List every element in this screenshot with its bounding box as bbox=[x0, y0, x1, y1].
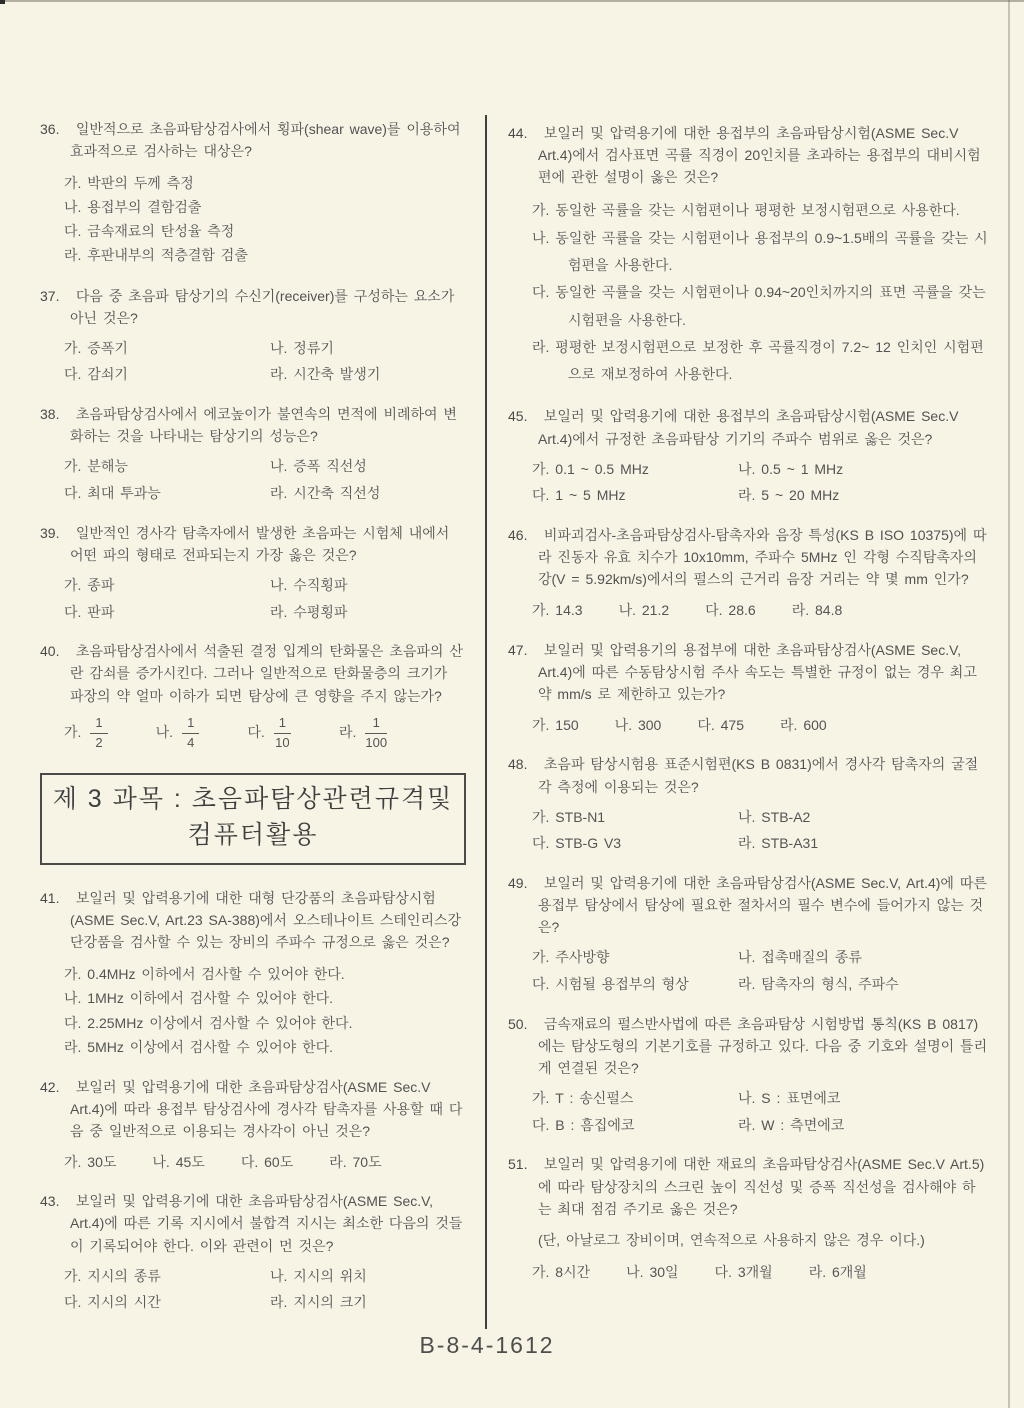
scan-edge-right bbox=[1008, 0, 1010, 1408]
option: 다. 시험될 용접부의 형상 bbox=[532, 976, 689, 993]
options bbox=[64, 575, 466, 623]
option: 다. 지시의 시간 bbox=[64, 1294, 161, 1311]
option: 라. 5 ~ 20 MHz bbox=[738, 487, 840, 504]
question-stem bbox=[40, 522, 466, 566]
option: 나. 300 bbox=[614, 717, 662, 734]
question-number: 43. bbox=[40, 1193, 60, 1210]
options bbox=[64, 716, 466, 751]
option: 가. 0.4MHz 이하에서 검사할 수 있어야 한다. bbox=[64, 966, 345, 983]
question-text: 보일러 및 압력용기에 대한 초음파탐상검사(ASME Sec.V Art.4)에 따라 용접부 탐상검사에 경사각 탐촉자를 사용할 때 다음 중 일반적으로 이용되는 경사각이 아닌 것은? bbox=[70, 1078, 463, 1139]
option: 라. 평평한 보정시험편으로 보정한 후 곡률직경이 7.2~ 12 인치인 시험편으로 재보정하여 사용한다. bbox=[532, 338, 984, 383]
section-title-line1: 제 3 과목 : 초음파탐상관련규격및 bbox=[52, 784, 454, 813]
left-column bbox=[40, 118, 466, 1331]
option: 가. 0.1 ~ 0.5 MHz bbox=[532, 460, 649, 477]
option: 나. 30일 bbox=[626, 1263, 679, 1280]
option: 라. 시간축 직선성 bbox=[270, 485, 381, 502]
option: 다. 판파 bbox=[64, 603, 115, 620]
question-stem bbox=[508, 122, 988, 188]
options bbox=[64, 1266, 466, 1314]
options bbox=[532, 947, 988, 995]
question-number: 49. bbox=[508, 875, 528, 892]
question-number: 39. bbox=[40, 524, 60, 541]
question bbox=[508, 524, 988, 622]
option-label: 다. bbox=[247, 724, 265, 741]
option: 다. 감쇠기 bbox=[64, 366, 128, 383]
question-number: 51. bbox=[508, 1156, 528, 1173]
question-number: 47. bbox=[508, 641, 528, 658]
options bbox=[532, 807, 988, 855]
option: 다. STB-G V3 bbox=[532, 835, 622, 852]
options bbox=[532, 599, 988, 621]
option: 라. 5MHz 이상에서 검사할 수 있어야 한다. bbox=[64, 1038, 334, 1055]
question-text: 초음파탐상검사에서 석출된 결정 입계의 탄화물은 초음파의 산란 감쇠를 증가시킨다. 그러나 일반적으로 탄화물층의 크기가 파장의 약 얼마 이하가 되면 탐상에 큰 영향을 주지 않는가? bbox=[70, 643, 463, 704]
option: 라. 탐촉자의 형식, 주파수 bbox=[738, 976, 899, 993]
option: 나. 0.5 ~ 1 MHz bbox=[738, 460, 844, 477]
question-stem bbox=[40, 285, 466, 329]
question-text: 보일러 및 압력용기의 용접부에 대한 초음파탐상검사(ASME Sec.V, Art.4)에 따른 수동탐상시험 주사 속도는 특별한 규정이 없는 경우 최고 약 mm/s 로 제한하고 있는가? bbox=[538, 641, 977, 702]
question bbox=[40, 1190, 466, 1314]
option: 다. 동일한 곡률을 갖는 시험편이나 0.94~20인치까지의 표면 곡률을 갖는 시험편을 사용한다. bbox=[532, 284, 986, 328]
fraction-denominator: 100 bbox=[365, 734, 388, 750]
option: 라. 600 bbox=[780, 717, 827, 734]
option-label: 가. bbox=[64, 724, 82, 741]
question bbox=[508, 405, 988, 507]
option: 라. 시간축 발생기 bbox=[270, 366, 381, 383]
options bbox=[532, 1088, 988, 1136]
option: 다. 금속재료의 탄성율 측정 bbox=[64, 223, 235, 240]
option: 나. 45도 bbox=[152, 1153, 205, 1170]
option: 나. 1MHz 이하에서 검사할 수 있어야 한다. bbox=[64, 990, 334, 1007]
question-text: 보일러 및 압력용기에 대한 재료의 초음파탐상검사(ASME Sec.V Art.5)에 따라 탐상장치의 스크린 높이 직선성 및 증폭 직선성을 검사해야 하는 최대 점검 주기로 옳은 것은? bbox=[538, 1156, 985, 1217]
options bbox=[64, 456, 466, 504]
question-number: 38. bbox=[40, 406, 60, 423]
option: 라. W : 측면에코 bbox=[738, 1116, 845, 1133]
option bbox=[339, 716, 387, 751]
question-number: 48. bbox=[508, 756, 528, 773]
question-stem bbox=[40, 887, 466, 953]
option-label: 나. bbox=[155, 724, 174, 741]
question bbox=[508, 639, 988, 737]
question-stem bbox=[508, 872, 988, 938]
question-number: 45. bbox=[508, 408, 528, 425]
options bbox=[64, 338, 466, 386]
option: 라. 후판내부의 적층결함 검출 bbox=[64, 247, 248, 264]
question-text: 보일러 및 압력용기에 대한 용접부의 초음파탐상시험(ASME Sec.V Art.4)에서 규정한 초음파탐상 기기의 주파수 범위로 옳은 것은? bbox=[538, 408, 959, 447]
option: 나. S : 표면에코 bbox=[738, 1090, 841, 1107]
document-code: B-8-4-1612 bbox=[419, 1332, 555, 1358]
option bbox=[247, 716, 291, 751]
fraction-denominator: 2 bbox=[95, 734, 103, 750]
option: 라. 지시의 크기 bbox=[270, 1294, 367, 1311]
question-stem bbox=[508, 524, 988, 590]
option: 가. 30도 bbox=[64, 1153, 117, 1170]
option: 가. 8시간 bbox=[532, 1263, 591, 1280]
question-text: 보일러 및 압력용기에 대한 대형 단강품의 초음파탐상시험(ASME Sec.V, Art.23 SA-388)에서 오스테나이트 스테인리스강 단강품을 검사할 수 있는 장비의 주파수 규정으로 옳은 것은? bbox=[70, 890, 462, 951]
option: 가. T : 송신펄스 bbox=[532, 1090, 634, 1107]
question-stem bbox=[40, 640, 466, 706]
option: 라. 수평횡파 bbox=[270, 603, 348, 620]
question bbox=[508, 872, 988, 996]
fraction-numerator: 1 bbox=[274, 716, 291, 734]
question-note: (단, 아날로그 장비이며, 연속적으로 사용하지 않은 경우 이다.) bbox=[538, 1231, 925, 1248]
options bbox=[532, 459, 988, 507]
question-text: 비파괴검사-초음파탐상검사-탐촉자와 음장 특성(KS B ISO 10375)에 따라 진동자 유효 치수가 10x10mm, 주파수 5MHz 인 각형 수직탐촉자의 강(V = 5.92km/s)에서의 펄스의 근거리 음장 거리는 약 몇 mm 인가? bbox=[538, 527, 987, 588]
question bbox=[40, 285, 466, 387]
question-stem bbox=[40, 118, 466, 162]
question bbox=[508, 1013, 988, 1137]
question-text: 일반적으로 초음파탐상검사에서 횡파(shear wave)를 이용하여 효과적으로 검사하는 대상은? bbox=[70, 121, 461, 160]
question-text: 보일러 및 압력용기에 대한 초음파탐상검사(ASME Sec.V, Art.4)에 따른 용접부 탐상에서 탐상에 필요한 절차서의 필수 변수에 들어가지 않는 것은? bbox=[538, 875, 987, 936]
question-stem bbox=[508, 639, 988, 705]
options bbox=[64, 1151, 466, 1173]
options bbox=[40, 171, 466, 267]
question-number: 44. bbox=[508, 125, 528, 141]
option: 가. 주사방향 bbox=[532, 949, 610, 966]
option: 다. 28.6 bbox=[705, 602, 756, 619]
question-text: 금속재료의 펄스반사법에 따른 초음파탐상 시험방법 통칙(KS B 0817)에는 탐상도형의 기본기호를 규정하고 있다. 다음 중 기호와 설명이 틀리게 연결된 것은? bbox=[538, 1015, 988, 1076]
question-text: 초음파탐상검사에서 에코높이가 불연속의 면적에 비례하여 변화하는 것을 나타내는 탐상기의 성능은? bbox=[70, 406, 457, 445]
scan-edge-top bbox=[0, 0, 1024, 2]
question-text: 보일러 및 압력용기에 대한 용접부의 초음파탐상시험(ASME Sec.V Art.4)에서 검사표면 곡률 직경이 20인치를 초과하는 용접부의 대비시험편에 관한 설명이 옳은 것은? bbox=[538, 125, 981, 186]
option: 라. 6개월 bbox=[808, 1263, 867, 1280]
section-title-box bbox=[40, 773, 466, 866]
section-title-line2: 컴퓨터활용 bbox=[187, 820, 319, 849]
option: 가. 동일한 곡률을 갖는 시험편이나 평평한 보정시험편으로 사용한다. bbox=[532, 202, 960, 219]
option: 나. 수직횡파 bbox=[270, 576, 348, 593]
column-divider bbox=[485, 115, 487, 1329]
question-number: 42. bbox=[40, 1078, 60, 1095]
option: 나. 21.2 bbox=[618, 602, 670, 619]
options bbox=[508, 197, 988, 388]
option: 가. 박판의 두께 측정 bbox=[64, 175, 194, 192]
question bbox=[40, 403, 466, 505]
option: 가. 종파 bbox=[64, 576, 115, 593]
option: 다. 60도 bbox=[240, 1153, 294, 1170]
fraction-numerator: 1 bbox=[365, 716, 387, 734]
fraction-numerator: 1 bbox=[182, 716, 199, 734]
question bbox=[40, 887, 466, 1059]
fraction-denominator: 4 bbox=[187, 734, 195, 750]
question-stem bbox=[508, 1153, 988, 1219]
question-stem bbox=[40, 403, 466, 447]
question-text: 다음 중 초음파 탐상기의 수신기(receiver)를 구성하는 요소가 아닌 것은? bbox=[70, 287, 455, 326]
question-number: 40. bbox=[40, 643, 60, 660]
question bbox=[508, 1153, 988, 1283]
question bbox=[508, 753, 988, 855]
option: 나. 증폭 직선성 bbox=[270, 458, 367, 475]
option: 나. 동일한 곡률을 갖는 시험편이나 용접부의 0.9~1.5배의 곡률을 갖는 시험편을 사용한다. bbox=[532, 229, 988, 273]
question-number: 50. bbox=[508, 1015, 528, 1032]
question bbox=[40, 1076, 466, 1174]
option: 가. 150 bbox=[532, 717, 579, 734]
option: 다. 475 bbox=[697, 717, 745, 734]
question-stem bbox=[40, 1190, 466, 1256]
question-number: 46. bbox=[508, 527, 528, 543]
option: 가. 지시의 종류 bbox=[64, 1267, 161, 1284]
fraction bbox=[274, 716, 291, 751]
right-column bbox=[508, 122, 988, 1300]
options bbox=[532, 714, 988, 736]
option: 가. 14.3 bbox=[532, 602, 583, 619]
option: 나. STB-A2 bbox=[738, 808, 811, 825]
question bbox=[40, 118, 466, 268]
option: 가. 증폭기 bbox=[64, 339, 128, 356]
option: 나. 용접부의 결함검출 bbox=[64, 199, 202, 216]
question-stem bbox=[508, 753, 988, 797]
option bbox=[64, 716, 108, 751]
option: 가. STB-N1 bbox=[532, 808, 606, 825]
option bbox=[156, 716, 200, 751]
question bbox=[40, 640, 466, 750]
question-text: 일반적인 경사각 탐촉자에서 발생한 초음파는 시험체 내에서 어떤 파의 형태로 전파되는지 가장 옳은 것은? bbox=[70, 524, 450, 563]
question-number: 37. bbox=[40, 287, 60, 304]
question-number: 41. bbox=[40, 890, 60, 907]
question-stem bbox=[40, 1076, 466, 1142]
question bbox=[40, 522, 466, 624]
option: 라. 70도 bbox=[329, 1153, 382, 1170]
option: 다. 3개월 bbox=[714, 1263, 773, 1280]
question-stem bbox=[508, 1013, 988, 1079]
option: 라. STB-A31 bbox=[738, 835, 819, 852]
question-number: 36. bbox=[40, 121, 60, 137]
option: 나. 정류기 bbox=[270, 339, 334, 356]
option-label: 라. bbox=[338, 724, 357, 741]
option: 다. 2.25MHz 이상에서 검사할 수 있어야 한다. bbox=[64, 1014, 353, 1031]
option: 나. 지시의 위치 bbox=[270, 1267, 367, 1284]
options bbox=[532, 1261, 988, 1283]
fraction bbox=[90, 716, 107, 751]
option: 나. 접촉매질의 종류 bbox=[738, 949, 862, 966]
option: 라. 84.8 bbox=[791, 602, 843, 619]
scan-speck bbox=[0, 0, 5, 4]
option: 다. B : 흠집에코 bbox=[532, 1116, 635, 1133]
option: 가. 분해능 bbox=[64, 458, 128, 475]
fraction bbox=[182, 716, 199, 751]
option: 다. 최대 투과능 bbox=[64, 485, 161, 502]
fraction bbox=[365, 716, 387, 751]
question-text: 초음파 탐상시험용 표준시험편(KS B 0831)에서 경사각 탐촉자의 굴절각 측정에 이용되는 것은? bbox=[538, 756, 979, 795]
options bbox=[40, 962, 466, 1058]
question bbox=[508, 122, 988, 388]
fraction-numerator: 1 bbox=[90, 716, 107, 734]
fraction-denominator: 10 bbox=[275, 734, 290, 750]
question-text: 보일러 및 압력용기에 대한 초음파탐상검사(ASME Sec.V, Art.4)에 따른 기록 지시에서 불합격 지시는 최소한 다음의 것들이 기록되어야 한다. 이와 관련이 먼 것은? bbox=[70, 1193, 463, 1254]
option: 다. 1 ~ 5 MHz bbox=[532, 487, 626, 504]
question-stem bbox=[508, 405, 988, 449]
